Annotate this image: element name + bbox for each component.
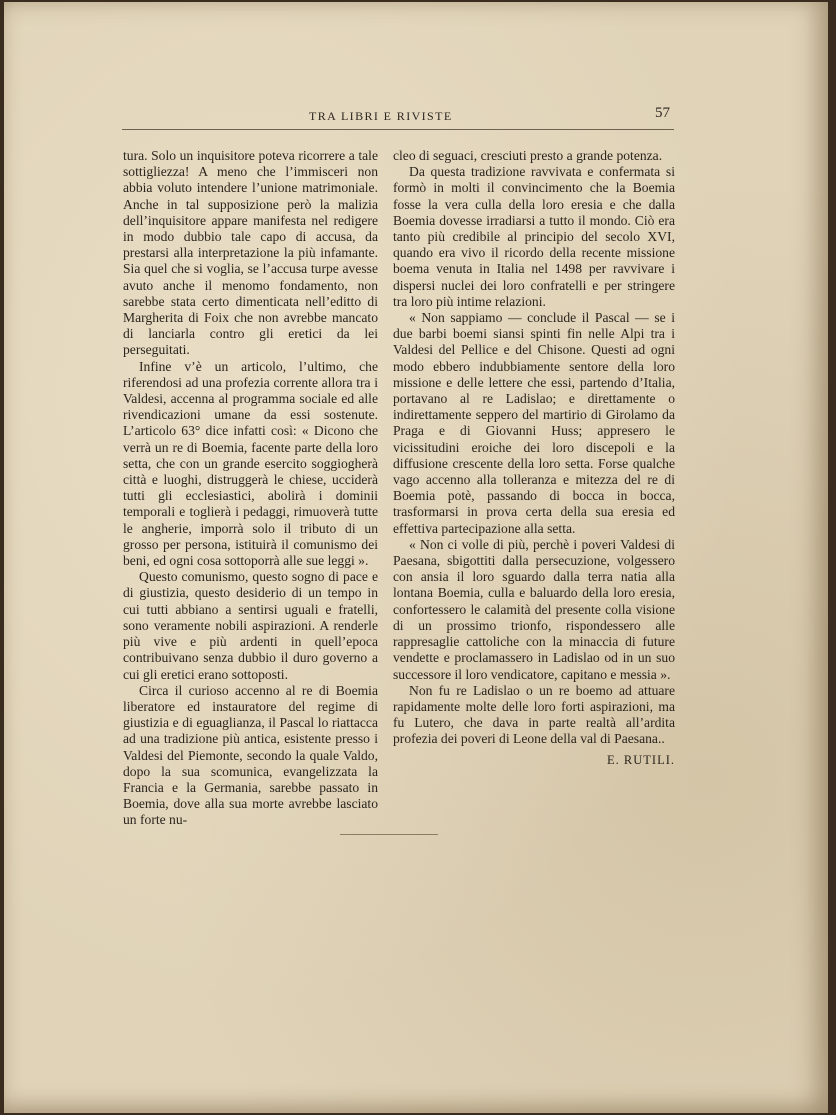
left-column [123,148,378,829]
author-signature: E. RUTILI. [607,752,675,767]
right-column [393,148,675,768]
paragraph: Circa il curioso accenno al re di Boemia liberatore ed instauratore del regime di giustizia e di eguaglianza, il Pascal lo riattacca ad una tradizione più antica, esistente presso i Valdesi del Piemonte, secondo la quale Valdo, dopo la sua scomunica, evangelizzata la Francia e la Germania, sarebbe passato in Boemia, dove alla sua morte avrebbe lasciato un forte nu- [123,682,378,828]
paragraph: Questo comunismo, questo sogno di pace e di giustizia, questo desiderio di un tempo in cui tutti abbiano a sentirsi uguali e fratelli, sono veramente nobili aspirazioni. A renderle più vive e più ardenti in quell’epoca contribuivano senza dubbio il duro governo a cui gli eretici erano sottoposti. [123,569,378,682]
end-rule [340,834,438,835]
running-title: TRA LIBRI E RIVISTE [309,109,453,123]
page-number: 57 [655,105,670,121]
paragraph: Infine v’è un articolo, l’ultimo, che riferendosi ad una profezia corrente allora tra i Valdesi, accenna al programma sociale ed alle rivendicazioni umane da essi sostenute. L’articolo 63° dice infatti così: « Dicono che verrà un re di Boemia, facente parte della loro setta, che con un grande esercito soggiogherà città e luoghi, distruggerà le chiese, ucciderà tutti gli ecclesiastici, abolirà i dominii temporali e toglierà i pedaggi, rimuoverà tutte le angherie, imporrà solo il tributo di un grosso per persona, istituirà il comunismo dei beni, ed ogni cosa sottoporrà alle sue leggi ». [123,358,378,569]
book-page [4,2,828,1113]
paragraph: cleo di seguaci, cresciuti presto a grande potenza. [393,148,663,163]
paragraph: Da questa tradizione ravvivata e confermata si formò in molti il convincimento che la Boemia fosse la vera culla della loro eresia e che dalla Boemia dovesse irradiarsi a tutto il mondo. Ciò era tanto più credibile al principio del secolo XVI, quando era vivo il ricordo della recente missione boema venuta in Italia nel 1498 per ravvivare i dispersi nuclei dei loro confratelli e per stringere tra loro più intime relazioni. [393,164,675,309]
header-rule [122,129,674,130]
paragraph: « Non ci volle di più, perchè i poveri Valdesi di Paesana, sbigottiti dalla persecuzione, volgessero con ansia il loro sguardo dalla terra natia alla lontana Boemia, culla e baluardo della loro eresia, confortessero le calamità del presente colla visione di un prossimo trionfo, rispondessero alle rappresaglie cattoliche con la minaccia di future vendette e proclamassero in Ladislao od in un suo successore il loro vendicatore, capitano e messia ». [393,536,675,682]
paragraph: Non fu re Ladislao o un re boemo ad attuare rapidamente molte delle loro forti aspirazioni, ma fu Lutero, che dava in parte realtà all’ardita profezia dei poveri di Leone della val di Paesana.. [393,682,675,747]
paragraph: tura. Solo un inquisitore poteva ricorrere a tale sottigliezza! A meno che l’immisceri non abbia voluto intendere l’unione matrimoniale. Anche in tal supposizione però la malizia dell’inquisitore appare manifesta nel redigere in modo dubbio tale capo di accusa, da prestarsi alla interpretazione la più infamante. Sia quel che si voglia, se l’accusa turpe avesse avuto anche il menomo fondamento, non sarebbe stata certo dimenticata nell’editto di Margherita di Foix che non avrebbe mancato di lanciarla contro gli eretici da lei perseguitati. [123,148,378,358]
paragraph: « Non sappiamo — conclude il Pascal — se i due barbi boemi siansi spinti fin nelle Alpi tra i Valdesi del Pellice e del Chisone. Questi ad ogni modo ebbero indubbiamente sentore della loro missione e delle lettere che essi, partendo d’Italia, portavano al re Ladislao; e direttamente o indirettamente seppero del martirio di Girolamo da Praga e di Giovanni Huss; appresero le vicissitudini eroiche dei loro discepoli e la diffusione crescente della loro setta. Forse qualche vago accenno alla tolleranza e mitezza del re di Boemia potè, passando di bocca in bocca, trasformarsi in prova certa della sua eresia ed effettiva partecipazione alla setta. [393,310,675,536]
